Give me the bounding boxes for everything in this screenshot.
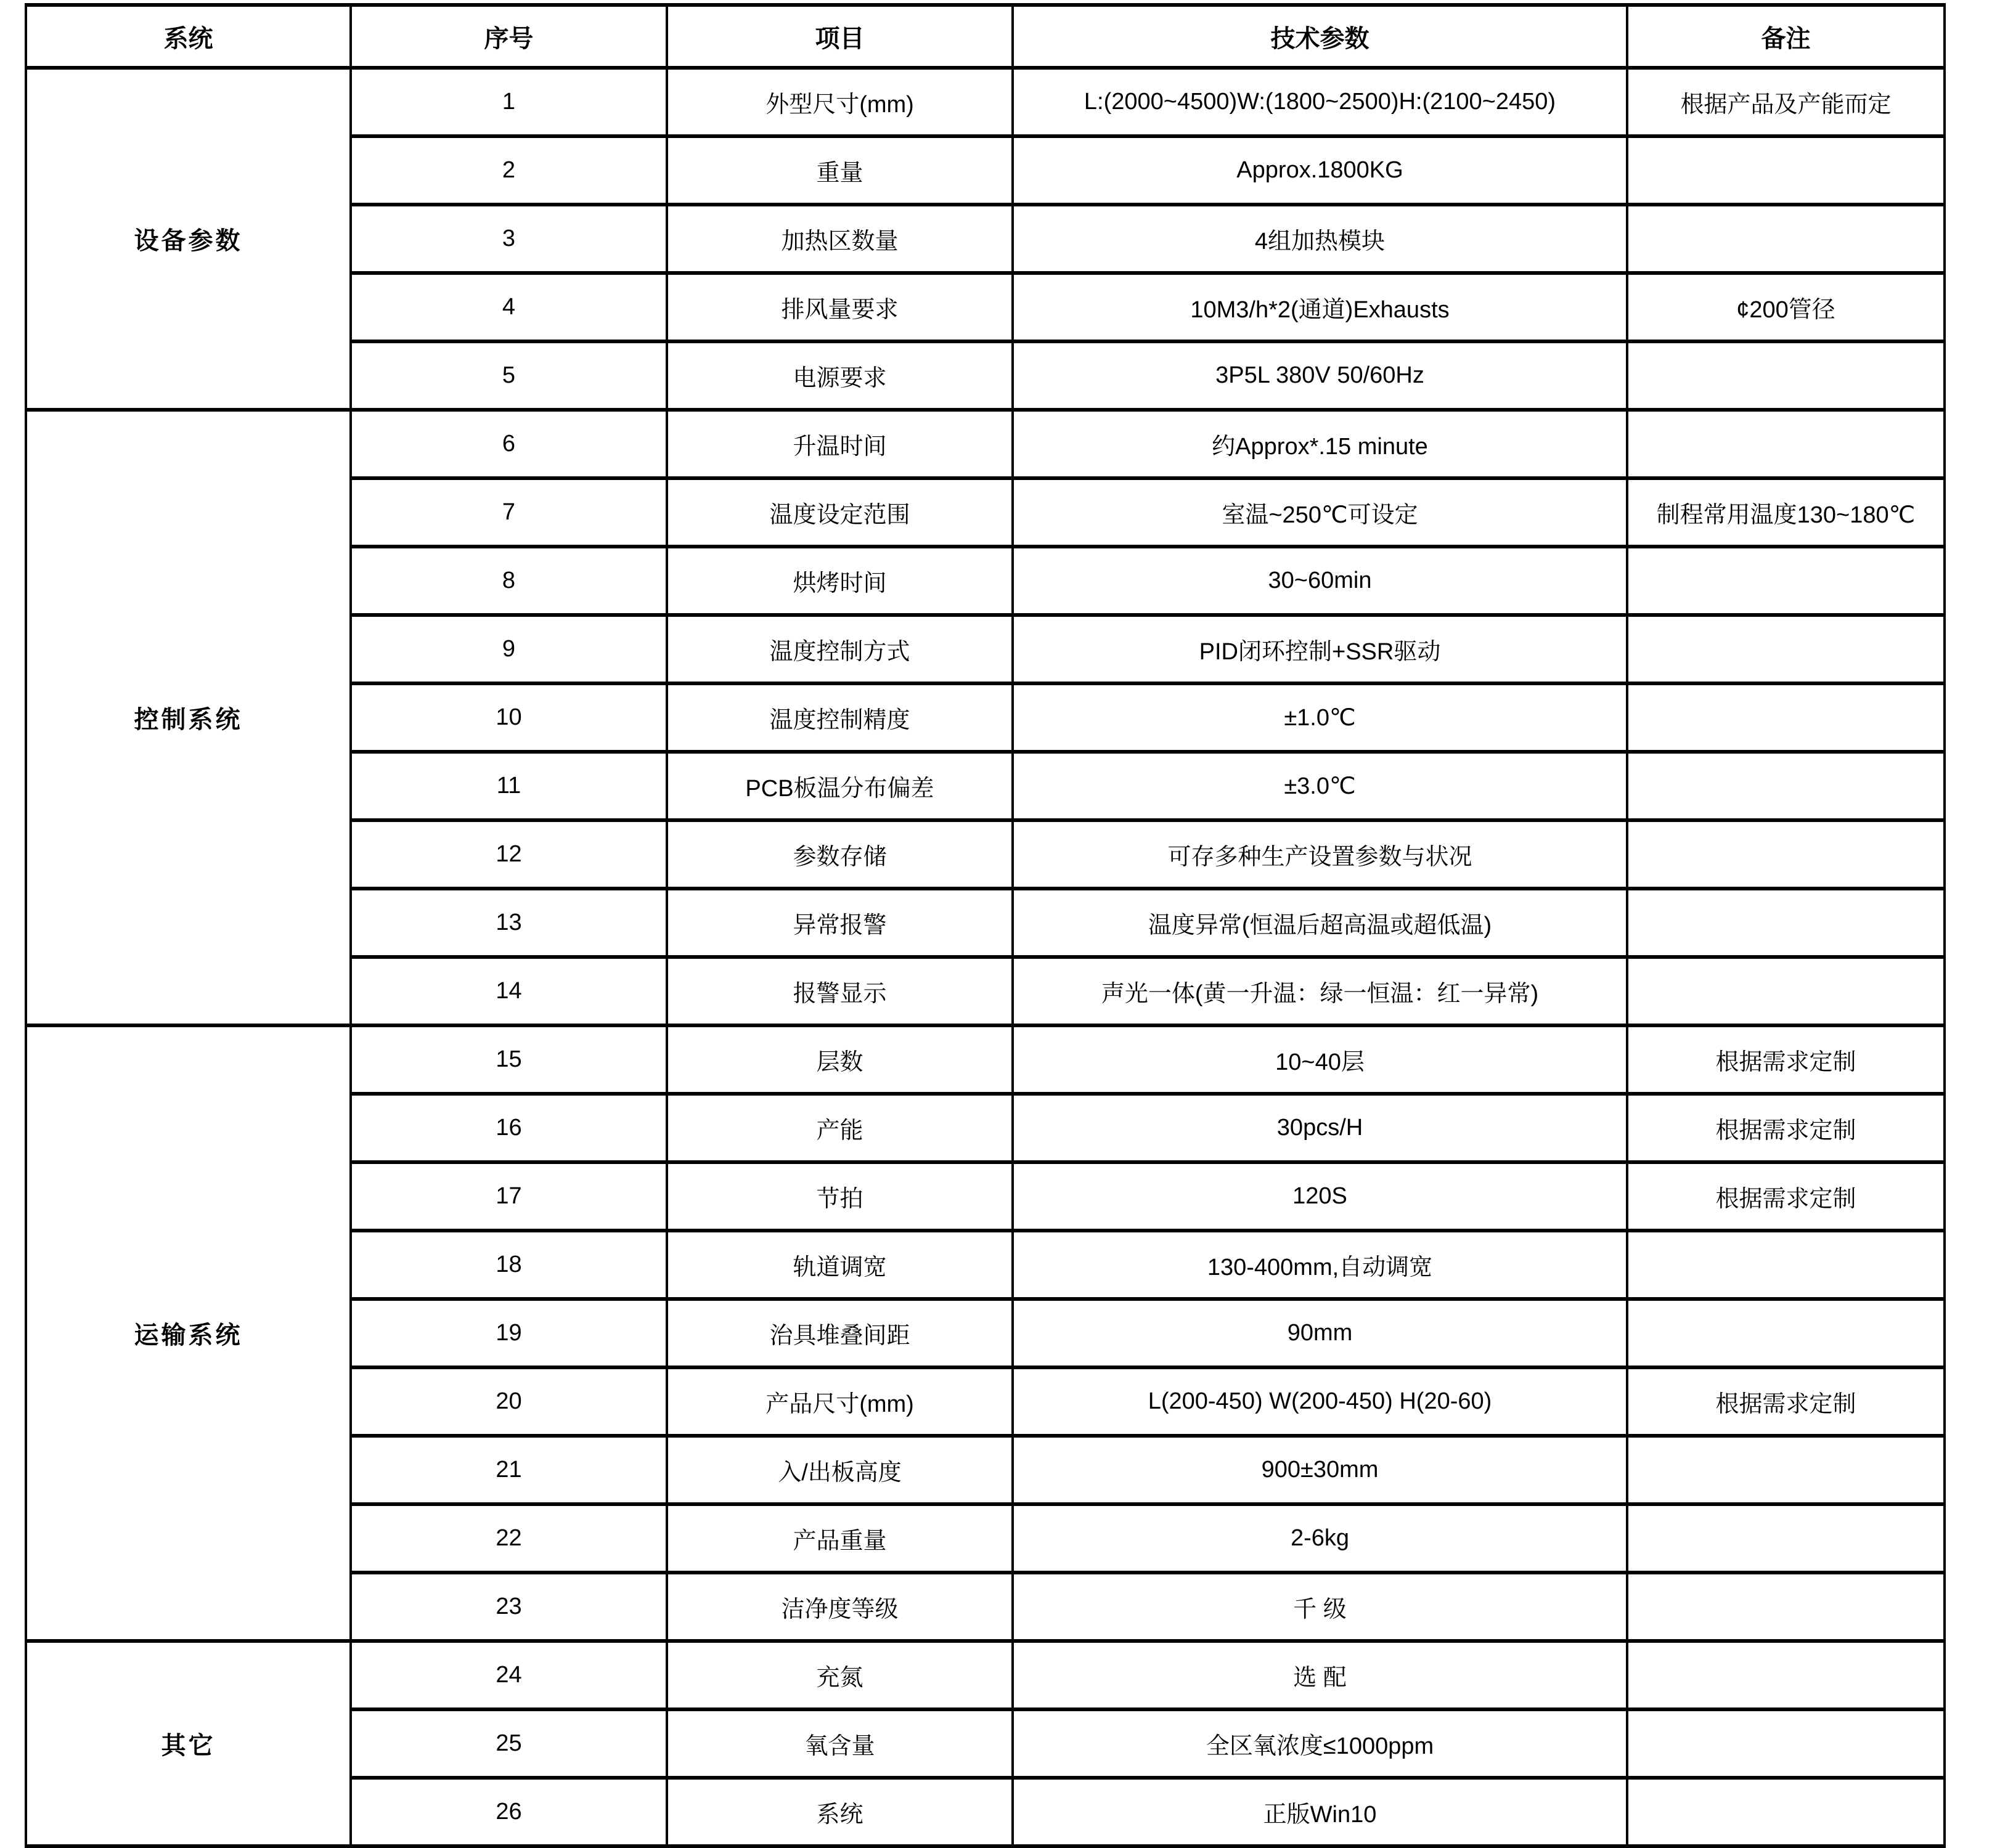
table-row [26,68,1945,136]
item-cell: 系统 [667,1778,1013,1846]
remark-cell [1627,1436,1945,1504]
item-cell: 充氮 [667,1641,1013,1709]
item-cell: 节拍 [667,1162,1013,1231]
remark-cell [1627,820,1945,889]
item-cell: 层数 [667,1025,1013,1094]
row-no-cell: 9 [351,615,667,683]
spec-table-header [26,5,1945,68]
row-no-cell: 21 [351,1436,667,1504]
row-no-cell: 19 [351,1299,667,1367]
remark-cell: 根据需求定制 [1627,1094,1945,1162]
row-no-cell: 17 [351,1162,667,1231]
remark-cell: 根据产品及产能而定 [1627,68,1945,136]
row-no-cell: 16 [351,1094,667,1162]
remark-cell [1627,341,1945,410]
param-cell: 千 级 [1013,1573,1627,1641]
row-no-cell: 22 [351,1504,667,1573]
param-cell: 900±30mm [1013,1436,1627,1504]
column-header-param: 技术参数 [1013,5,1627,68]
remark-cell [1627,205,1945,273]
item-cell: 加热区数量 [667,205,1013,273]
param-cell: 温度异常(恒温后超高温或超低温) [1013,889,1627,957]
spec-sheet [25,3,1946,1848]
remark-cell [1627,547,1945,615]
param-cell: 10M3/h*2(通道)Exhausts [1013,273,1627,341]
item-cell: 产能 [667,1094,1013,1162]
remark-cell [1627,1778,1945,1846]
param-cell: 10~40层 [1013,1025,1627,1094]
remark-cell [1627,957,1945,1025]
remark-cell [1627,1641,1945,1709]
item-cell: 氧含量 [667,1709,1013,1778]
param-cell: Approx.1800KG [1013,136,1627,205]
row-no-cell: 4 [351,273,667,341]
remark-cell [1627,1231,1945,1299]
remark-cell [1627,683,1945,752]
param-cell: PID闭环控制+SSR驱动 [1013,615,1627,683]
header-row [26,5,1945,68]
table-row [26,1641,1945,1709]
param-cell: 约Approx*.15 minute [1013,410,1627,478]
table-row [26,1025,1945,1094]
item-cell: 烘烤时间 [667,547,1013,615]
item-cell: 排风量要求 [667,273,1013,341]
remark-cell [1627,410,1945,478]
item-cell: 轨道调宽 [667,1231,1013,1299]
remark-cell: ¢200管径 [1627,273,1945,341]
item-cell: PCB板温分布偏差 [667,752,1013,820]
row-no-cell: 1 [351,68,667,136]
remark-cell [1627,136,1945,205]
system-group-cell: 运输系统 [26,1025,351,1641]
remark-cell: 制程常用温度130~180℃ [1627,478,1945,547]
row-no-cell: 3 [351,205,667,273]
system-group-cell: 设备参数 [26,68,351,410]
item-cell: 洁净度等级 [667,1573,1013,1641]
row-no-cell: 2 [351,136,667,205]
spec-table [25,3,1946,1848]
param-cell: 可存多种生产设置参数与状况 [1013,820,1627,889]
item-cell: 报警显示 [667,957,1013,1025]
row-no-cell: 12 [351,820,667,889]
item-cell: 温度设定范围 [667,478,1013,547]
row-no-cell: 18 [351,1231,667,1299]
item-cell: 外型尺寸(mm) [667,68,1013,136]
row-no-cell: 13 [351,889,667,957]
row-no-cell: 14 [351,957,667,1025]
column-header-no: 序号 [351,5,667,68]
remark-cell: 根据需求定制 [1627,1367,1945,1436]
remark-cell [1627,1299,1945,1367]
item-cell: 温度控制方式 [667,615,1013,683]
system-group-cell: 控制系统 [26,410,351,1025]
remark-cell: 根据需求定制 [1627,1025,1945,1094]
system-group-cell: 其它 [26,1641,351,1846]
param-cell: 30~60min [1013,547,1627,615]
param-cell: 全区氧浓度≤1000ppm [1013,1709,1627,1778]
param-cell: 室温~250℃可设定 [1013,478,1627,547]
column-header-system: 系统 [26,5,351,68]
column-header-item: 项目 [667,5,1013,68]
row-no-cell: 24 [351,1641,667,1709]
param-cell: 30pcs/H [1013,1094,1627,1162]
item-cell: 重量 [667,136,1013,205]
item-cell: 参数存储 [667,820,1013,889]
param-cell: 声光一体(黄一升温：绿一恒温：红一异常) [1013,957,1627,1025]
table-row [26,410,1945,478]
remark-cell [1627,752,1945,820]
param-cell: 正版Win10 [1013,1778,1627,1846]
item-cell: 产品重量 [667,1504,1013,1573]
param-cell: 3P5L 380V 50/60Hz [1013,341,1627,410]
row-no-cell: 23 [351,1573,667,1641]
row-no-cell: 6 [351,410,667,478]
row-no-cell: 8 [351,547,667,615]
remark-cell [1627,889,1945,957]
remark-cell [1627,1504,1945,1573]
row-no-cell: 10 [351,683,667,752]
item-cell: 升温时间 [667,410,1013,478]
row-no-cell: 7 [351,478,667,547]
item-cell: 入/出板高度 [667,1436,1013,1504]
item-cell: 治具堆叠间距 [667,1299,1013,1367]
remark-cell [1627,615,1945,683]
remark-cell [1627,1573,1945,1641]
param-cell: L(200-450) W(200-450) H(20-60) [1013,1367,1627,1436]
item-cell: 电源要求 [667,341,1013,410]
param-cell: 130-400mm,自动调宽 [1013,1231,1627,1299]
column-header-remark: 备注 [1627,5,1945,68]
row-no-cell: 15 [351,1025,667,1094]
remark-cell: 根据需求定制 [1627,1162,1945,1231]
row-no-cell: 11 [351,752,667,820]
param-cell: 2-6kg [1013,1504,1627,1573]
row-no-cell: 20 [351,1367,667,1436]
param-cell: ±1.0℃ [1013,683,1627,752]
row-no-cell: 26 [351,1778,667,1846]
param-cell: L:(2000~4500)W:(1800~2500)H:(2100~2450) [1013,68,1627,136]
param-cell: 120S [1013,1162,1627,1231]
spec-table-body [26,68,1945,1846]
remark-cell [1627,1709,1945,1778]
item-cell: 异常报警 [667,889,1013,957]
param-cell: 选 配 [1013,1641,1627,1709]
param-cell: 4组加热模块 [1013,205,1627,273]
item-cell: 温度控制精度 [667,683,1013,752]
row-no-cell: 5 [351,341,667,410]
item-cell: 产品尺寸(mm) [667,1367,1013,1436]
param-cell: 90mm [1013,1299,1627,1367]
row-no-cell: 25 [351,1709,667,1778]
param-cell: ±3.0℃ [1013,752,1627,820]
